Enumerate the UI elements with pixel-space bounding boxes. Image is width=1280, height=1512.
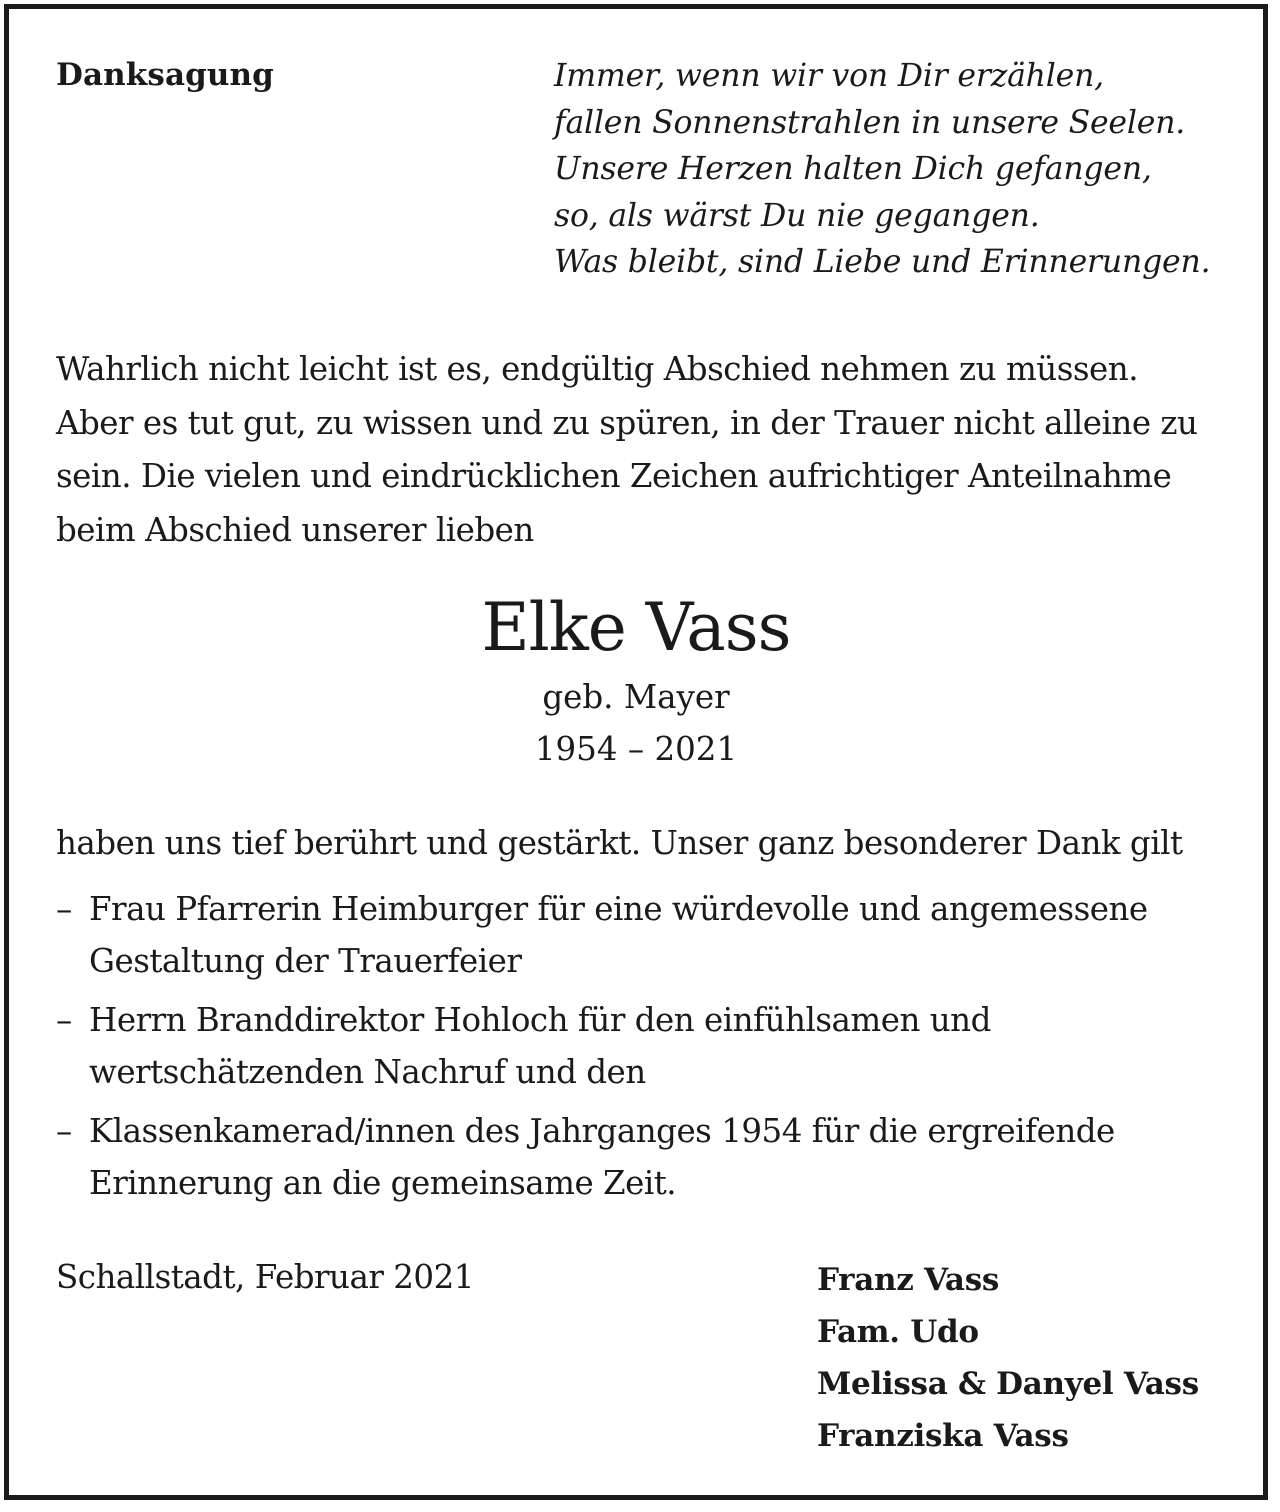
poem [554,53,1210,286]
poem-line: so, als wärst Du nie gegangen. [554,197,1040,234]
thanks-intro: haben uns tief berührt und gestärkt. Unser ganz besonderer Dank gilt [56,824,1183,862]
intro-line: sein. Die vielen und eindrücklichen Zeichen aufrichtiger Anteilnahme [56,457,1172,495]
signer-name: Fam. Udo [817,1314,979,1350]
signers [817,1254,1199,1462]
dash-bullet: – [56,1001,72,1039]
signer-name: Melissa & Danyel Vass [817,1366,1199,1402]
poem-line: Unsere Herzen halten Dich gefangen, [554,151,1152,187]
place-date: Schallstadt, Februar 2021 [56,1258,474,1296]
obituary-card [4,4,1268,1500]
list-item-line: Erinnerung an die gemeinsame Zeit. [89,1164,677,1202]
poem-line: Was bleibt, sind Liebe und Erinnerungen. [554,244,1211,280]
list-item-line: Gestaltung der Trauerfeier [89,942,522,980]
list-item [56,883,1148,987]
deceased-name: Elke Vass [481,589,791,666]
intro-line: Aber es tut gut, zu wissen und zu spüren, in der Trauer nicht alleine zu [56,403,1198,442]
dash-bullet: – [56,890,72,928]
list-item-line: Klassenkamerad/innen des Jahrganges 1954 für die ergreifende [89,1112,1115,1150]
signer-name: Franziska Vass [817,1418,1069,1454]
intro-line: Wahrlich nicht leicht ist es, endgültig Abschied nehmen zu müssen. [56,350,1139,388]
thanks-list [56,883,1148,1216]
intro-paragraph [56,343,1197,557]
heading-danksagung: Danksagung [56,57,274,93]
list-item [56,994,1148,1098]
signer-name: Franz Vass [817,1262,1000,1298]
list-item-line: Frau Pfarrerin Heimburger für eine würdevolle und angemessene [89,890,1148,928]
dash-bullet: – [56,1112,72,1150]
poem-line: Immer, wenn wir von Dir erzählen, [554,58,1104,94]
poem-line: fallen Sonnenstrahlen in unsere Seelen. [554,104,1186,141]
life-years: 1954 – 2021 [534,730,738,768]
intro-line: beim Abschied unserer lieben [56,510,534,549]
list-item-line: wertschätzenden Nachruf und den [89,1053,646,1091]
list-item [56,1105,1148,1209]
maiden-name: geb. Mayer [542,678,730,716]
list-item-line: Herrn Branddirektor Hohloch für den einfühlsamen und [89,1001,991,1039]
